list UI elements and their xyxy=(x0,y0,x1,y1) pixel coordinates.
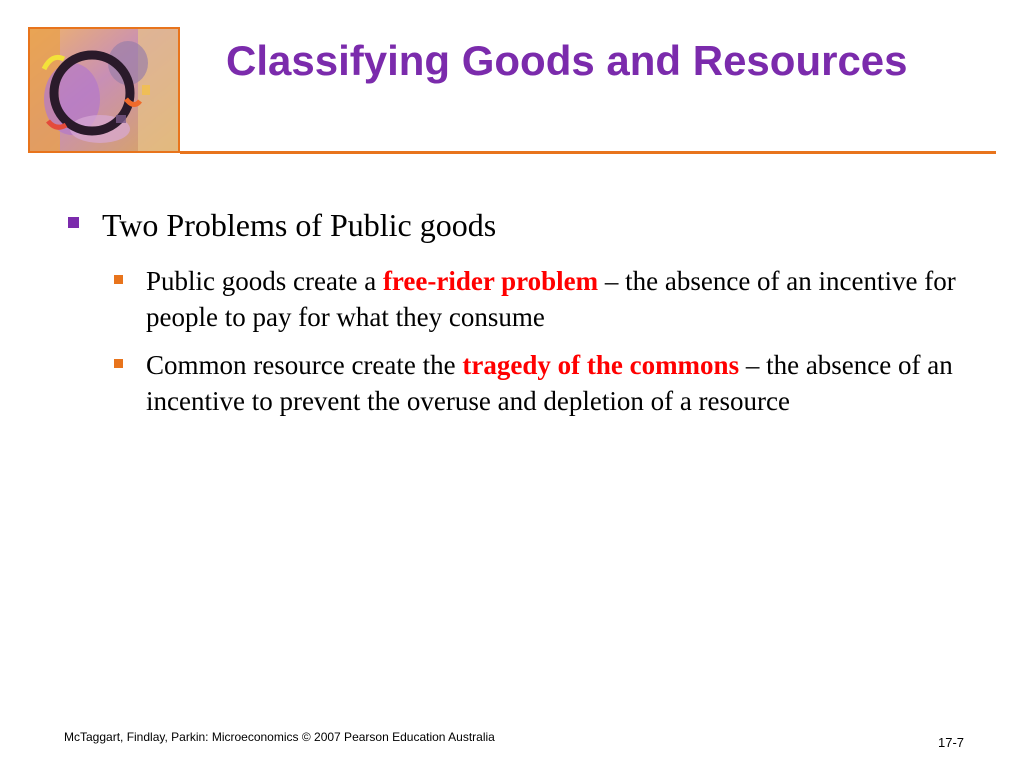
bullet-item-main xyxy=(64,205,964,245)
term-tragedy-of-the-commons: tragedy of the commons xyxy=(462,350,740,380)
sub-bullet-free-rider xyxy=(146,263,966,335)
slide-content xyxy=(64,205,964,419)
abstract-circle-logo-icon xyxy=(28,27,180,153)
bullet-main-text: Two Problems of Public goods xyxy=(102,207,497,243)
title-divider xyxy=(180,151,996,154)
sub-bullet-2-before: Common resource create the xyxy=(146,350,463,380)
page-number: 17-7 xyxy=(938,735,965,750)
square-bullet-icon xyxy=(114,359,123,368)
slide-title: Classifying Goods and Resources xyxy=(226,37,908,84)
sub-bullet-2-after: – the absence of an incentive to prevent the overuse and depletion of a resource xyxy=(146,350,953,416)
footer-citation: McTaggart, Findlay, Parkin: Microeconomics © 2007 Pearson Education Australia xyxy=(64,730,495,744)
sub-bullet-tragedy-commons xyxy=(146,347,966,419)
sub-bullet-1-after: – the absence of an incentive for people to pay for what they consume xyxy=(146,266,956,332)
sub-bullet-1-before: Public goods create a xyxy=(146,266,383,296)
term-free-rider-problem: free-rider problem xyxy=(382,266,599,296)
square-bullet-icon xyxy=(68,217,79,228)
square-bullet-icon xyxy=(114,275,123,284)
